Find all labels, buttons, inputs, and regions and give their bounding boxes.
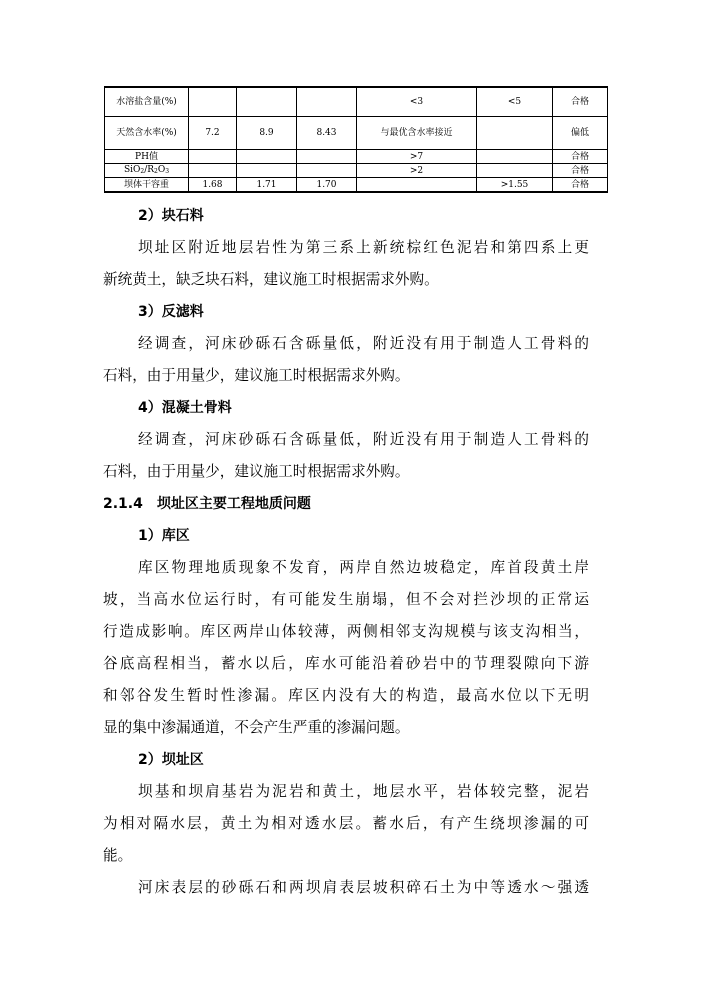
paragraph-line: 坡，当高水位运行时，有可能发生崩塌，但不会对拦沙坝的正常运 [103,591,589,608]
table-cell: <5 [477,87,553,117]
heading-kuqu: 1）库区 [138,528,190,544]
paragraph-line: 显的集中渗漏通道，不会产生严重的渗漏问题。 [103,719,410,736]
table-row [105,178,608,193]
row-label: 水溶盐含量(%) [105,87,189,117]
heading-kuaishi: 2）块石料 [138,208,204,224]
row-label: PH值 [105,150,189,164]
result-cell: 合格 [553,178,608,193]
table-cell [477,164,553,178]
table-row [105,164,608,178]
table-cell: <3 [357,87,477,117]
table-cell: 7.2 [189,117,237,150]
paragraph-line: 河床表层的砂砾石和两坝肩表层坡积碎石土为中等透水～强透 [138,879,589,896]
result-cell: 合格 [553,150,608,164]
table-cell [297,87,357,117]
heading-hunning: 4）混凝土骨料 [138,400,232,416]
table-cell: 与最优含水率接近 [357,117,477,150]
section-heading-2-1-4: 2.1.4 坝址区主要工程地质问题 [103,496,311,512]
table-cell: 8.9 [237,117,297,150]
table-cell [357,178,477,193]
paragraph-line: 能。 [103,847,133,864]
soil-property-table [104,86,608,193]
table-cell: >7 [357,150,477,164]
table-cell: >2 [357,164,477,178]
paragraph-line: 经调查，河床砂砾石含砾量低，附近没有用于制造人工骨料的 [138,431,589,448]
table-cell [237,150,297,164]
table-cell: 1.68 [189,178,237,193]
heading-bazhi: 2）坝址区 [138,752,204,768]
table-cell [237,87,297,117]
row-label: 坝体干容重 [105,178,189,193]
result-cell: 合格 [553,87,608,117]
paragraph-line: 库区物理地质现象不发育，两岸自然边坡稳定，库首段黄土岸 [138,559,589,576]
table-cell [297,164,357,178]
paragraph-line: 谷底高程相当，蓄水以后，库水可能沿着砂岩中的节理裂隙向下游 [103,655,589,672]
result-cell: 合格 [553,164,608,178]
table-cell: >1.55 [477,178,553,193]
paragraph-line: 和邻谷发生暂时性渗漏。库区内没有大的构造，最高水位以下无明 [103,687,589,704]
result-cell: 偏低 [553,117,608,150]
paragraph-line: 坝址区附近地层岩性为第三系上新统棕红色泥岩和第四系上更 [138,239,589,256]
paragraph-line: 坝基和坝肩基岩为泥岩和黄土，地层水平，岩体较完整，泥岩 [138,783,589,800]
paragraph-line: 石料，由于用量少，建议施工时根据需求外购。 [103,367,410,384]
table-cell [237,164,297,178]
row-label: SiO2/R2O3 [105,164,189,178]
paragraph-line: 经调查，河床砂砾石含砾量低，附近没有用于制造人工骨料的 [138,335,589,352]
paragraph-line: 行造成影响。库区两岸山体较薄，两侧相邻支沟规模与该支沟相当， [103,623,589,640]
heading-fanlv: 3）反滤料 [138,304,204,320]
table-cell [477,150,553,164]
table-cell [297,150,357,164]
table-cell [189,87,237,117]
table-row [105,87,608,117]
table-cell [189,164,237,178]
table-row [105,117,608,150]
paragraph-line: 石料，由于用量少，建议施工时根据需求外购。 [103,463,410,480]
table-cell: 8.43 [297,117,357,150]
paragraph-line: 为相对隔水层，黄土为相对透水层。蓄水后，有产生绕坝渗漏的可 [103,815,589,832]
row-label: 天然含水率(%) [105,117,189,150]
table-cell [189,150,237,164]
table-row [105,150,608,164]
table-cell: 1.70 [297,178,357,193]
table-cell: 1.71 [237,178,297,193]
paragraph-line: 新统黄土，缺乏块石料，建议施工时根据需求外购。 [103,271,439,288]
table-cell [477,117,553,150]
